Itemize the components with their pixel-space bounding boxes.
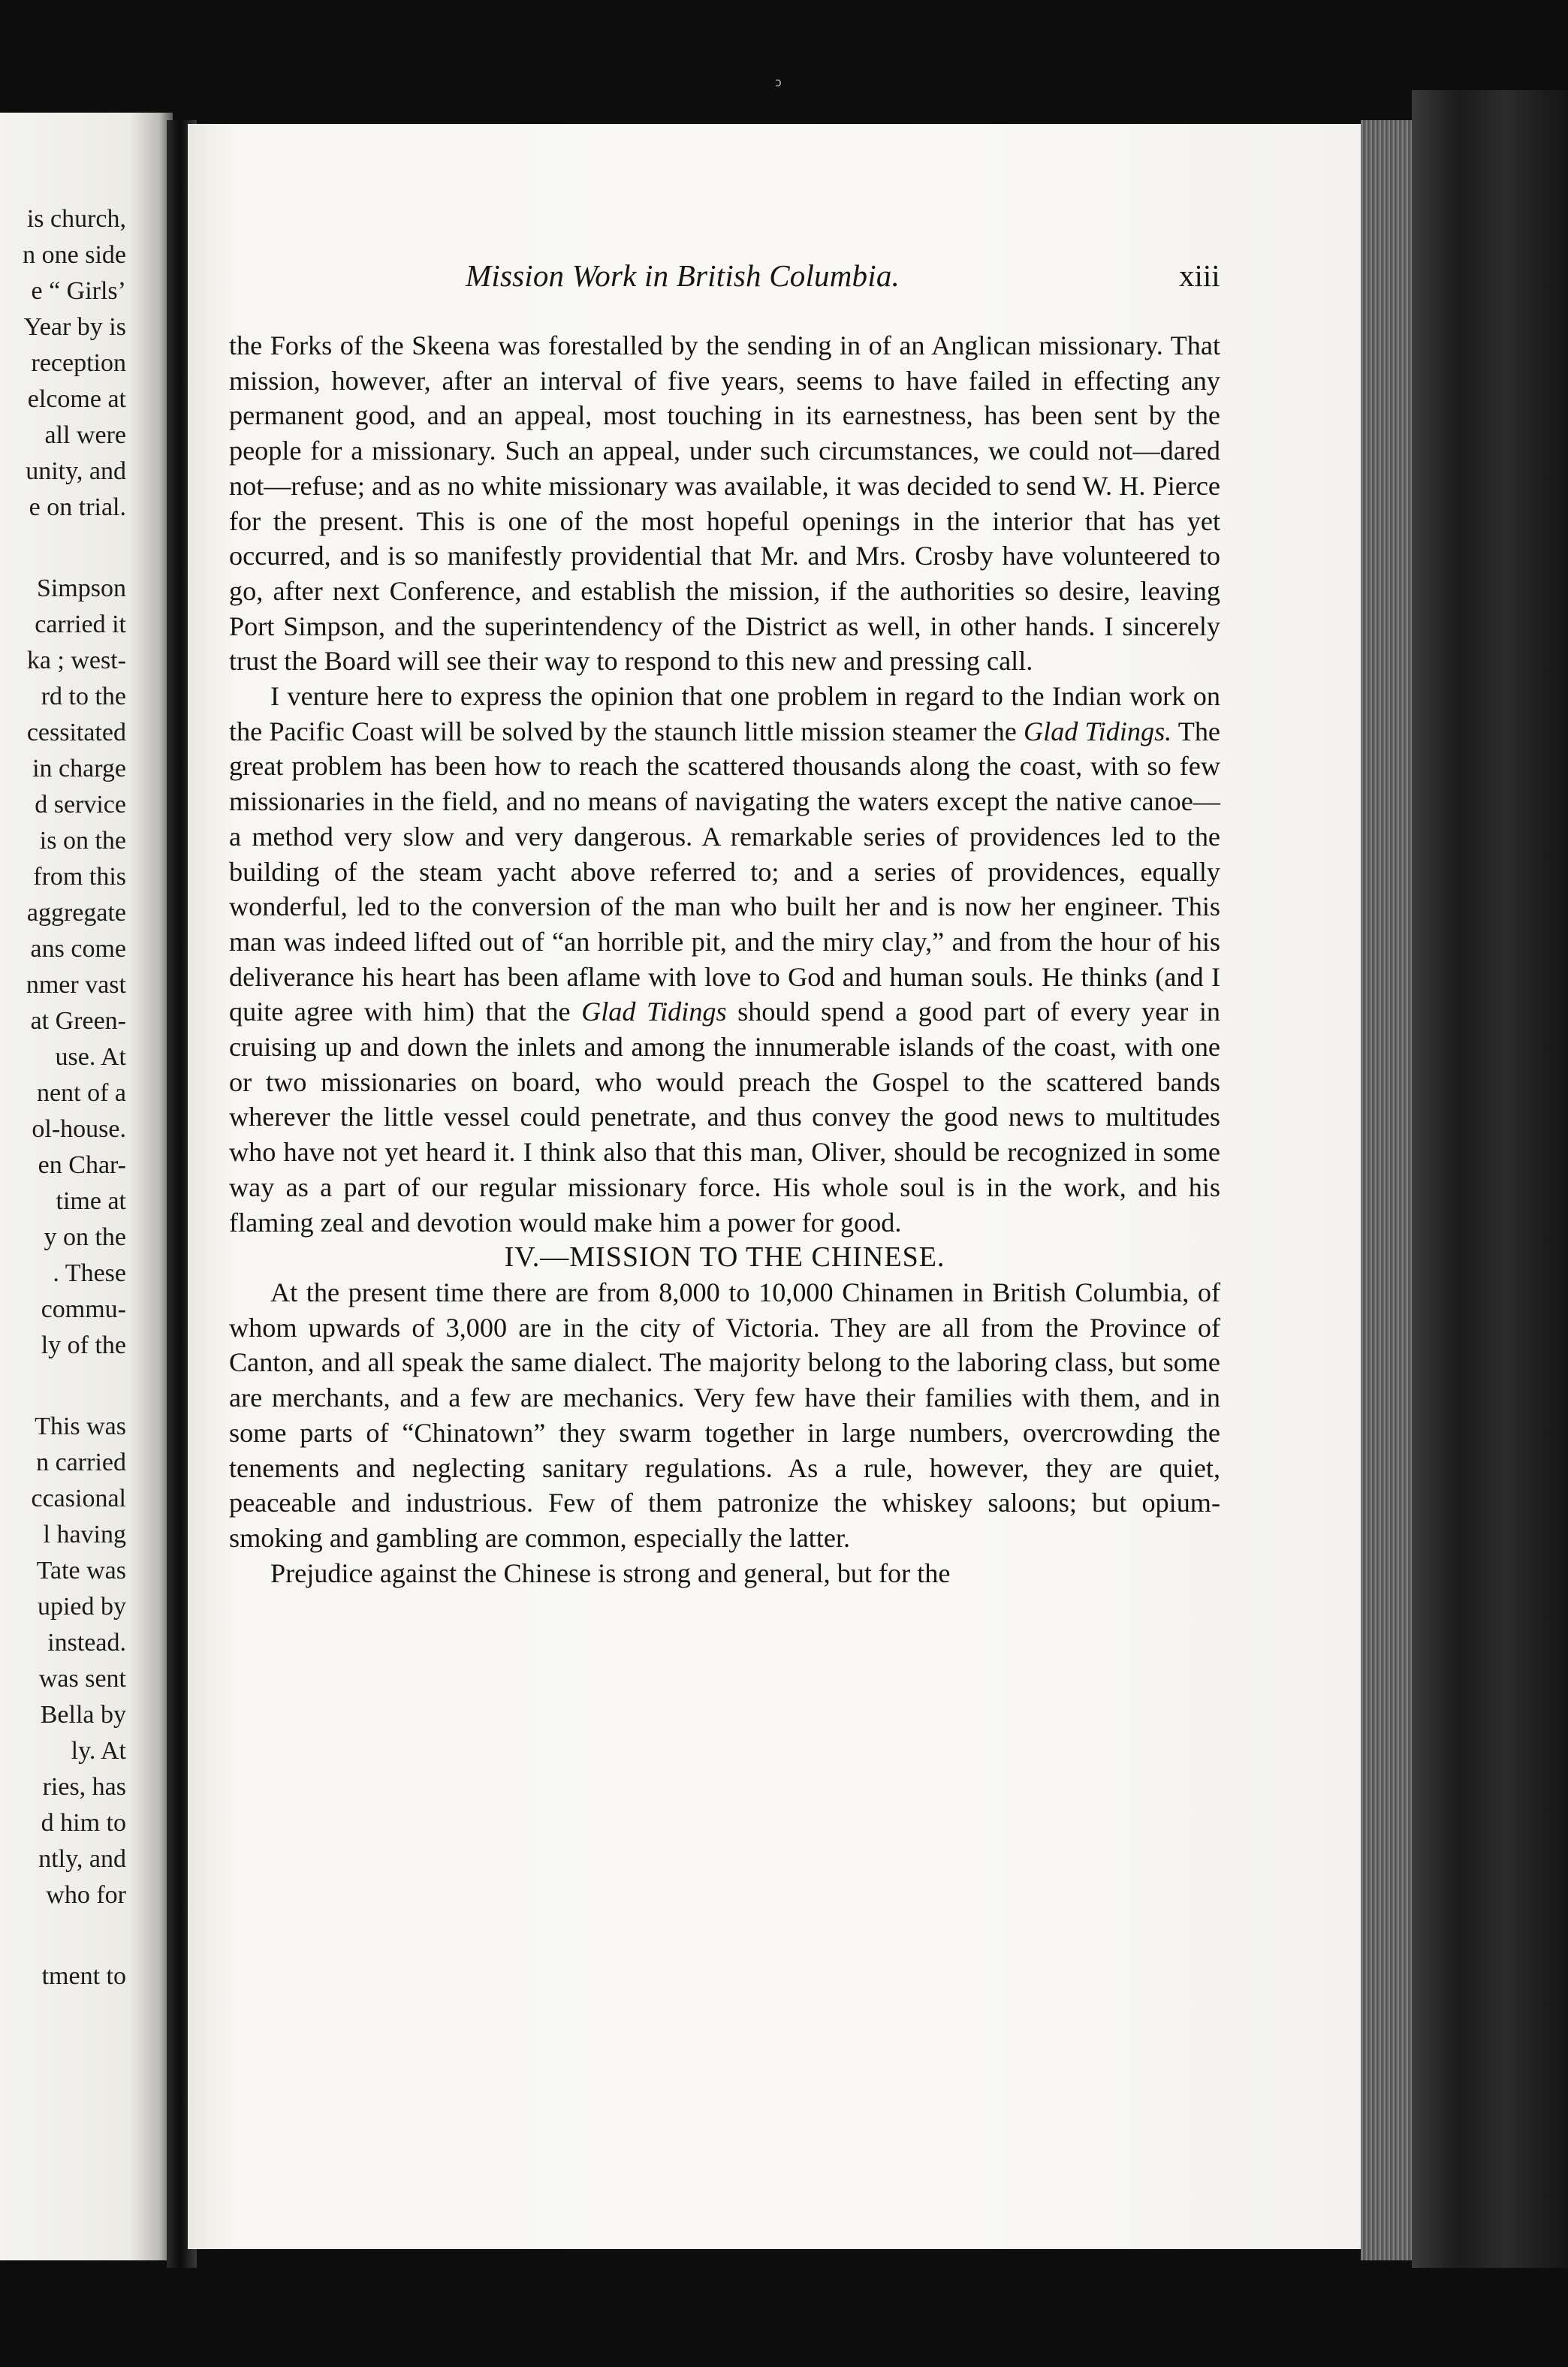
left-page-line: e on trial. [29, 493, 126, 521]
left-page-line: time at [56, 1187, 126, 1215]
ship-name: Glad Tidings. [1024, 716, 1172, 746]
left-page-line: Bella by [40, 1701, 126, 1729]
left-page-line: commu- [41, 1295, 126, 1323]
left-page-line: Simpson [36, 574, 126, 602]
left-page-line: was sent [38, 1665, 126, 1693]
left-page-line: all were [44, 421, 126, 449]
left-page-line: tment to [41, 1962, 126, 1990]
left-page-line: ka ; west- [26, 647, 126, 674]
left-page-line: nmer vast [26, 971, 126, 999]
left-page-line: ccasional [31, 1485, 126, 1512]
left-page-line: reception [31, 349, 126, 377]
left-page-line: who for [46, 1881, 126, 1909]
left-page-line: This was [35, 1413, 126, 1440]
left-page-line: d service [35, 791, 126, 819]
edge-shadow [1412, 90, 1568, 2268]
paragraph: the Forks of the Skeena was forestalled by the sending in of an Anglican missionary. That mission, however, after an interval of five years, seems to have failed in effecting any permanent good, and an appeal, most touching in its earnestness, has been sent by the people for a missionary. Such an appeal, under such circumstances, we could not—dared not—refuse; and as no white missionary was available, it was decided to send W. H. Pierce for the present. This is one of the most hopeful openings in the interior that has yet occurred, and is so manifestly providential that Mr. and Mrs. Crosby have volunteered to go, after next Conference, and establish the mission, if the authorities so desire, leaving Port Simpson, and the superintendency of the District as well, in other hands. I sincerely trust the Board will see their way to respond to this new and pressing call. [229, 330, 1220, 677]
left-page-line: ans come [30, 935, 126, 963]
page-edges [1361, 120, 1413, 2260]
left-page-line: n carried [36, 1449, 126, 1476]
paragraph: At the present time there are from 8,000 to 10,000 Chinamen in British Columbia, of whom upwards of 3,000 are in the city of Victoria. They are all from the Province of Canton, and all speak the same dialect. The majority belong to the laboring class, but some are merchants, and a few are mechanics. Very few have their families with them, and in some parts of “Chinatown” they swarm together in large numbers, overcrowding the tenements and neglecting sanitary regulations. As a rule, however, they are quiet, peaceable and industrious. Few of them patronize the whiskey saloons; but opium-smoking and gambling are common, especially the latter. [229, 1277, 1220, 1553]
left-page-line: e “ Girls’ [31, 277, 126, 305]
left-page-line: ries, has [42, 1773, 126, 1801]
left-page-line: ly. At [71, 1737, 126, 1765]
left-page-line: y on the [44, 1223, 126, 1251]
left-page-line: elcome at [27, 385, 126, 413]
left-page-line: aggregate [26, 899, 126, 927]
ship-name: Glad Tidings [581, 997, 727, 1027]
left-page-line: d him to [41, 1809, 126, 1837]
left-page-line: nent of a [37, 1079, 126, 1107]
left-page-line: is on the [39, 827, 126, 855]
text-run: I venture here to express the opinion that one problem in regard to the Indian work on the Pacific Coast will be solved by the staunch little mission steamer the [229, 681, 1220, 746]
text-run: The great problem has been how to reach the scattered thousands along the coast, with so few missionaries in the field, and no means of navigating the waters except the native canoe—a method very slow and very dangerous. A remarkable series of providences led to the building of the steam yacht above referred to; and a series of providences, equally wonderful, led to the conversion of the man who built her and is now her engineer. This man was indeed lifted out of “an horrible pit, and the miry clay,” and from the hour of his deliverance his heart has been aflame with love to God and human souls. He thinks (and I quite agree with him) that the [229, 716, 1220, 1027]
left-page-line: instead. [47, 1629, 126, 1657]
left-page-line: unity, and [26, 457, 126, 485]
body-text [229, 328, 1220, 1591]
left-page-line: upied by [37, 1593, 126, 1621]
left-page [0, 113, 173, 2260]
text-run: should spend a good part of every year in cruising up and down the inlets and among the innumerable islands of the coast, with one or two missionaries on board, who would preach the Gospel to the scattered bands wherever the little vessel could penetrate, and thus convey the good news to multitudes who have not yet heard it. I think also that this man, Oliver, should be recognized in some way as a part of our regular missionary force. His whole soul is in the work, and his flaming zeal and devotion would make him a power for good. [229, 997, 1220, 1238]
left-page-line: . These [53, 1259, 126, 1287]
left-page-line: cessitated [26, 719, 126, 746]
running-head: Mission Work in British Columbia. [466, 258, 900, 293]
left-page-line: at Green- [30, 1007, 126, 1035]
left-page-line: en Char- [38, 1151, 126, 1179]
left-page-line: rd to the [41, 683, 126, 710]
section-heading: IV.—MISSION TO THE CHINESE. [504, 1241, 945, 1274]
left-page-line: use. At [55, 1043, 126, 1071]
left-page-line: is church, [26, 205, 126, 233]
left-page-line: in charge [32, 755, 126, 782]
paragraph [229, 679, 1220, 1240]
paragraph: Prejudice against the Chinese is strong and general, but for the [270, 1557, 951, 1588]
scan-mark: ɔ [775, 75, 782, 89]
left-page-line: ol-house. [32, 1115, 126, 1143]
left-page-line: ntly, and [38, 1845, 126, 1873]
page-header [188, 258, 1239, 303]
left-page-line: carried it [35, 611, 126, 638]
left-page-line: n one side [23, 241, 126, 269]
left-page-line: ly of the [41, 1331, 126, 1359]
left-page-line: Year by is [23, 313, 126, 341]
page-number: xiii [1179, 258, 1220, 293]
left-page-line: from this [33, 863, 126, 891]
left-page-line: l having [43, 1521, 126, 1548]
main-page [188, 124, 1363, 2249]
left-page-line: Tate was [36, 1557, 126, 1585]
